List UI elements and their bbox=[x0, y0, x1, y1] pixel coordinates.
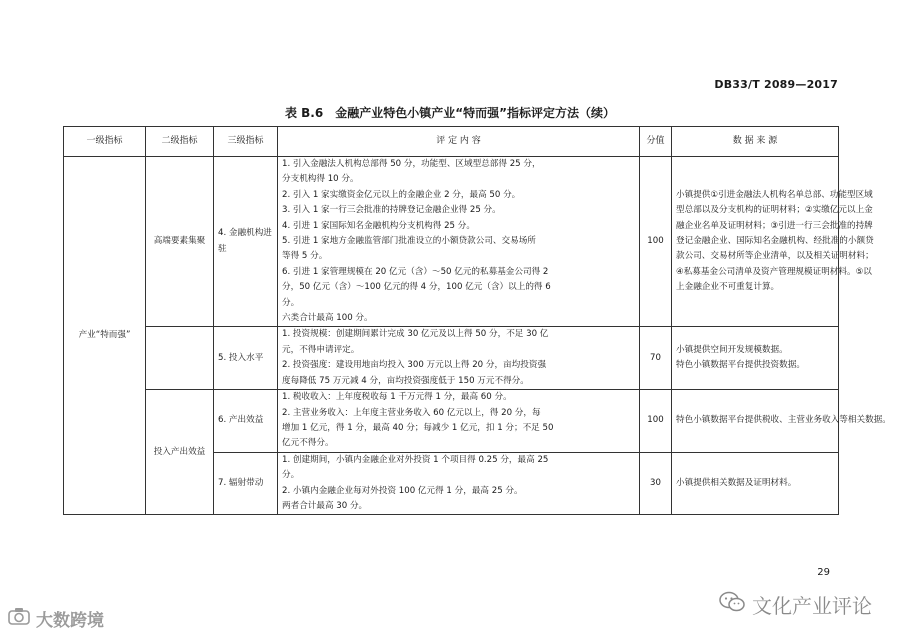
text-line: 款公司、交易材所等企业清单，以及相关证明材料； bbox=[676, 251, 874, 262]
column-header: 三级指标 bbox=[214, 127, 278, 157]
level3-indicator: 6. 产出效益 bbox=[214, 390, 278, 453]
text-line: 1. 引入金融法人机构总部得 50 分，功能型、区域型总部得 25 分， bbox=[282, 159, 541, 169]
data-source bbox=[672, 390, 891, 453]
data-source bbox=[672, 327, 839, 390]
text-line: 分支机构得 10 分。 bbox=[282, 174, 359, 185]
text-line: 上金融企业不可重复计算。 bbox=[676, 282, 780, 293]
text-line: 小镇提供相关数据及证明材料。 bbox=[676, 477, 797, 488]
text-line: 1. 创建期间，小镇内金融企业对外投资 1 个项目得 0.25 分，最高 25 bbox=[282, 454, 549, 465]
watermark-left bbox=[8, 606, 104, 631]
text-line: 登记金融企业、国际知名金融机构、经批准的小额贷 bbox=[676, 236, 874, 247]
indicator-table bbox=[63, 126, 891, 515]
watermark-right bbox=[719, 590, 872, 619]
wechat-icon bbox=[719, 591, 745, 618]
text-line: 分。 bbox=[282, 470, 300, 481]
text-line: 2. 小镇内金融企业每对外投资 100 亿元得 1 分，最高 25 分。 bbox=[282, 485, 523, 496]
text-line: 特色小镇数据平台提供税收、主营业务收入等相关数据。 bbox=[676, 415, 891, 426]
text-line: 4. 引进 1 家国际知名金融机构分支机构得 25 分。 bbox=[282, 220, 475, 231]
column-header: 数 据 来 源 bbox=[672, 127, 839, 157]
text-line: 六类合计最高 100 分。 bbox=[282, 313, 373, 324]
text-line: 2. 主营业务收入：上年度主营业务收入 60 亿元以上，得 20 分，每 bbox=[282, 407, 541, 418]
text-line: 分，50 亿元（含）～100 亿元的得 4 分，100 亿元（含）以上的得 6 bbox=[282, 282, 551, 293]
score-cell: 70 bbox=[640, 327, 672, 390]
text-line: 度每降低 75 万元减 4 分，亩均投资强度低于 150 万元不得分。 bbox=[282, 375, 529, 386]
text-line: 亿元不得分。 bbox=[282, 438, 334, 449]
page-number: 29 bbox=[817, 567, 830, 578]
evaluation-content bbox=[278, 390, 640, 453]
table-header-row bbox=[64, 127, 839, 157]
text-line: 分。 bbox=[282, 297, 300, 308]
text-line: 等得 5 分。 bbox=[282, 251, 328, 262]
score-cell: 100 bbox=[640, 390, 672, 453]
evaluation-content bbox=[278, 452, 640, 515]
level2-indicator bbox=[146, 327, 214, 390]
camera-icon bbox=[8, 607, 30, 630]
text-line: 特色小镇数据平台提供投资数据。 bbox=[676, 360, 805, 371]
table-title: 表 B.6 金融产业特色小镇产业“特而强”指标评定方法（续） bbox=[284, 106, 615, 120]
text-line: 2. 投资强度：建设用地亩均投入 300 万元以上得 20 分，亩均投资强 bbox=[282, 360, 547, 371]
level1-indicator: 产业“特而强” bbox=[64, 157, 146, 515]
text-line: 型总部以及分支机构的证明材料；②实缴亿元以上金 bbox=[676, 205, 873, 216]
column-header: 分值 bbox=[640, 127, 672, 157]
evaluation-content bbox=[278, 327, 640, 390]
score-cell: 100 bbox=[640, 157, 672, 327]
text-line: 1. 税收收入：上年度税收每 1 千万元得 1 分，最高 60 分。 bbox=[282, 392, 512, 403]
level3-indicator: 7. 辐射带动 bbox=[214, 452, 278, 515]
score-cell: 30 bbox=[640, 452, 672, 515]
level2-indicator: 高端要素集聚 bbox=[146, 157, 214, 327]
evaluation-content bbox=[278, 157, 640, 327]
watermark-left-text: 大数跨境 bbox=[36, 611, 104, 631]
text-line: 小镇提供①引进金融法人机构名单总部、功能型区域 bbox=[676, 189, 873, 200]
text-line: 3. 引入 1 家一行三会批准的持牌登记金融企业得 25 分。 bbox=[282, 205, 501, 216]
table-row bbox=[64, 157, 839, 327]
text-line: 融企业名单及证明材料；③引进一行三会批准的持牌 bbox=[676, 220, 873, 231]
text-line: 小镇提供空间开发规模数据。 bbox=[676, 344, 788, 355]
table-row bbox=[64, 327, 839, 390]
text-line: ④私募基金公司清单及资产管理规模证明材料。⑤以 bbox=[676, 266, 872, 277]
watermark-right-text: 文化产业评论 bbox=[752, 594, 872, 618]
level3-indicator: 4. 金融机构进驻 bbox=[214, 157, 278, 327]
text-line: 增加 1 亿元，得 1 分，最高 40 分；每减少 1 亿元，扣 1 分；不足 50 bbox=[282, 422, 554, 433]
data-source bbox=[672, 452, 839, 515]
text-line: 6. 引进 1 家管理规模在 20 亿元（含）～50 亿元的私募基金公司得 2 bbox=[282, 266, 549, 277]
data-source bbox=[672, 157, 874, 327]
column-header: 二级指标 bbox=[146, 127, 214, 157]
text-line: 2. 引入 1 家实缴资金亿元以上的金融企业 2 分，最高 50 分。 bbox=[282, 189, 521, 200]
text-line: 1. 投资规模：创建期间累计完成 30 亿元及以上得 50 分，不足 30 亿 bbox=[282, 329, 549, 340]
level2-indicator: 投入产出效益 bbox=[146, 390, 214, 515]
text-line: 元，不得申请评定。 bbox=[282, 344, 360, 355]
standard-code: DB33/T 2089—2017 bbox=[714, 78, 838, 91]
text-line: 两者合计最高 30 分。 bbox=[282, 500, 368, 511]
text-line: 5. 引进 1 家地方金融监管部门批准设立的小额贷款公司、交易场所 bbox=[282, 236, 536, 247]
level3-indicator: 5. 投入水平 bbox=[214, 327, 278, 390]
column-header: 一级指标 bbox=[64, 127, 146, 157]
table-row bbox=[64, 390, 839, 453]
column-header: 评 定 内 容 bbox=[278, 127, 640, 157]
